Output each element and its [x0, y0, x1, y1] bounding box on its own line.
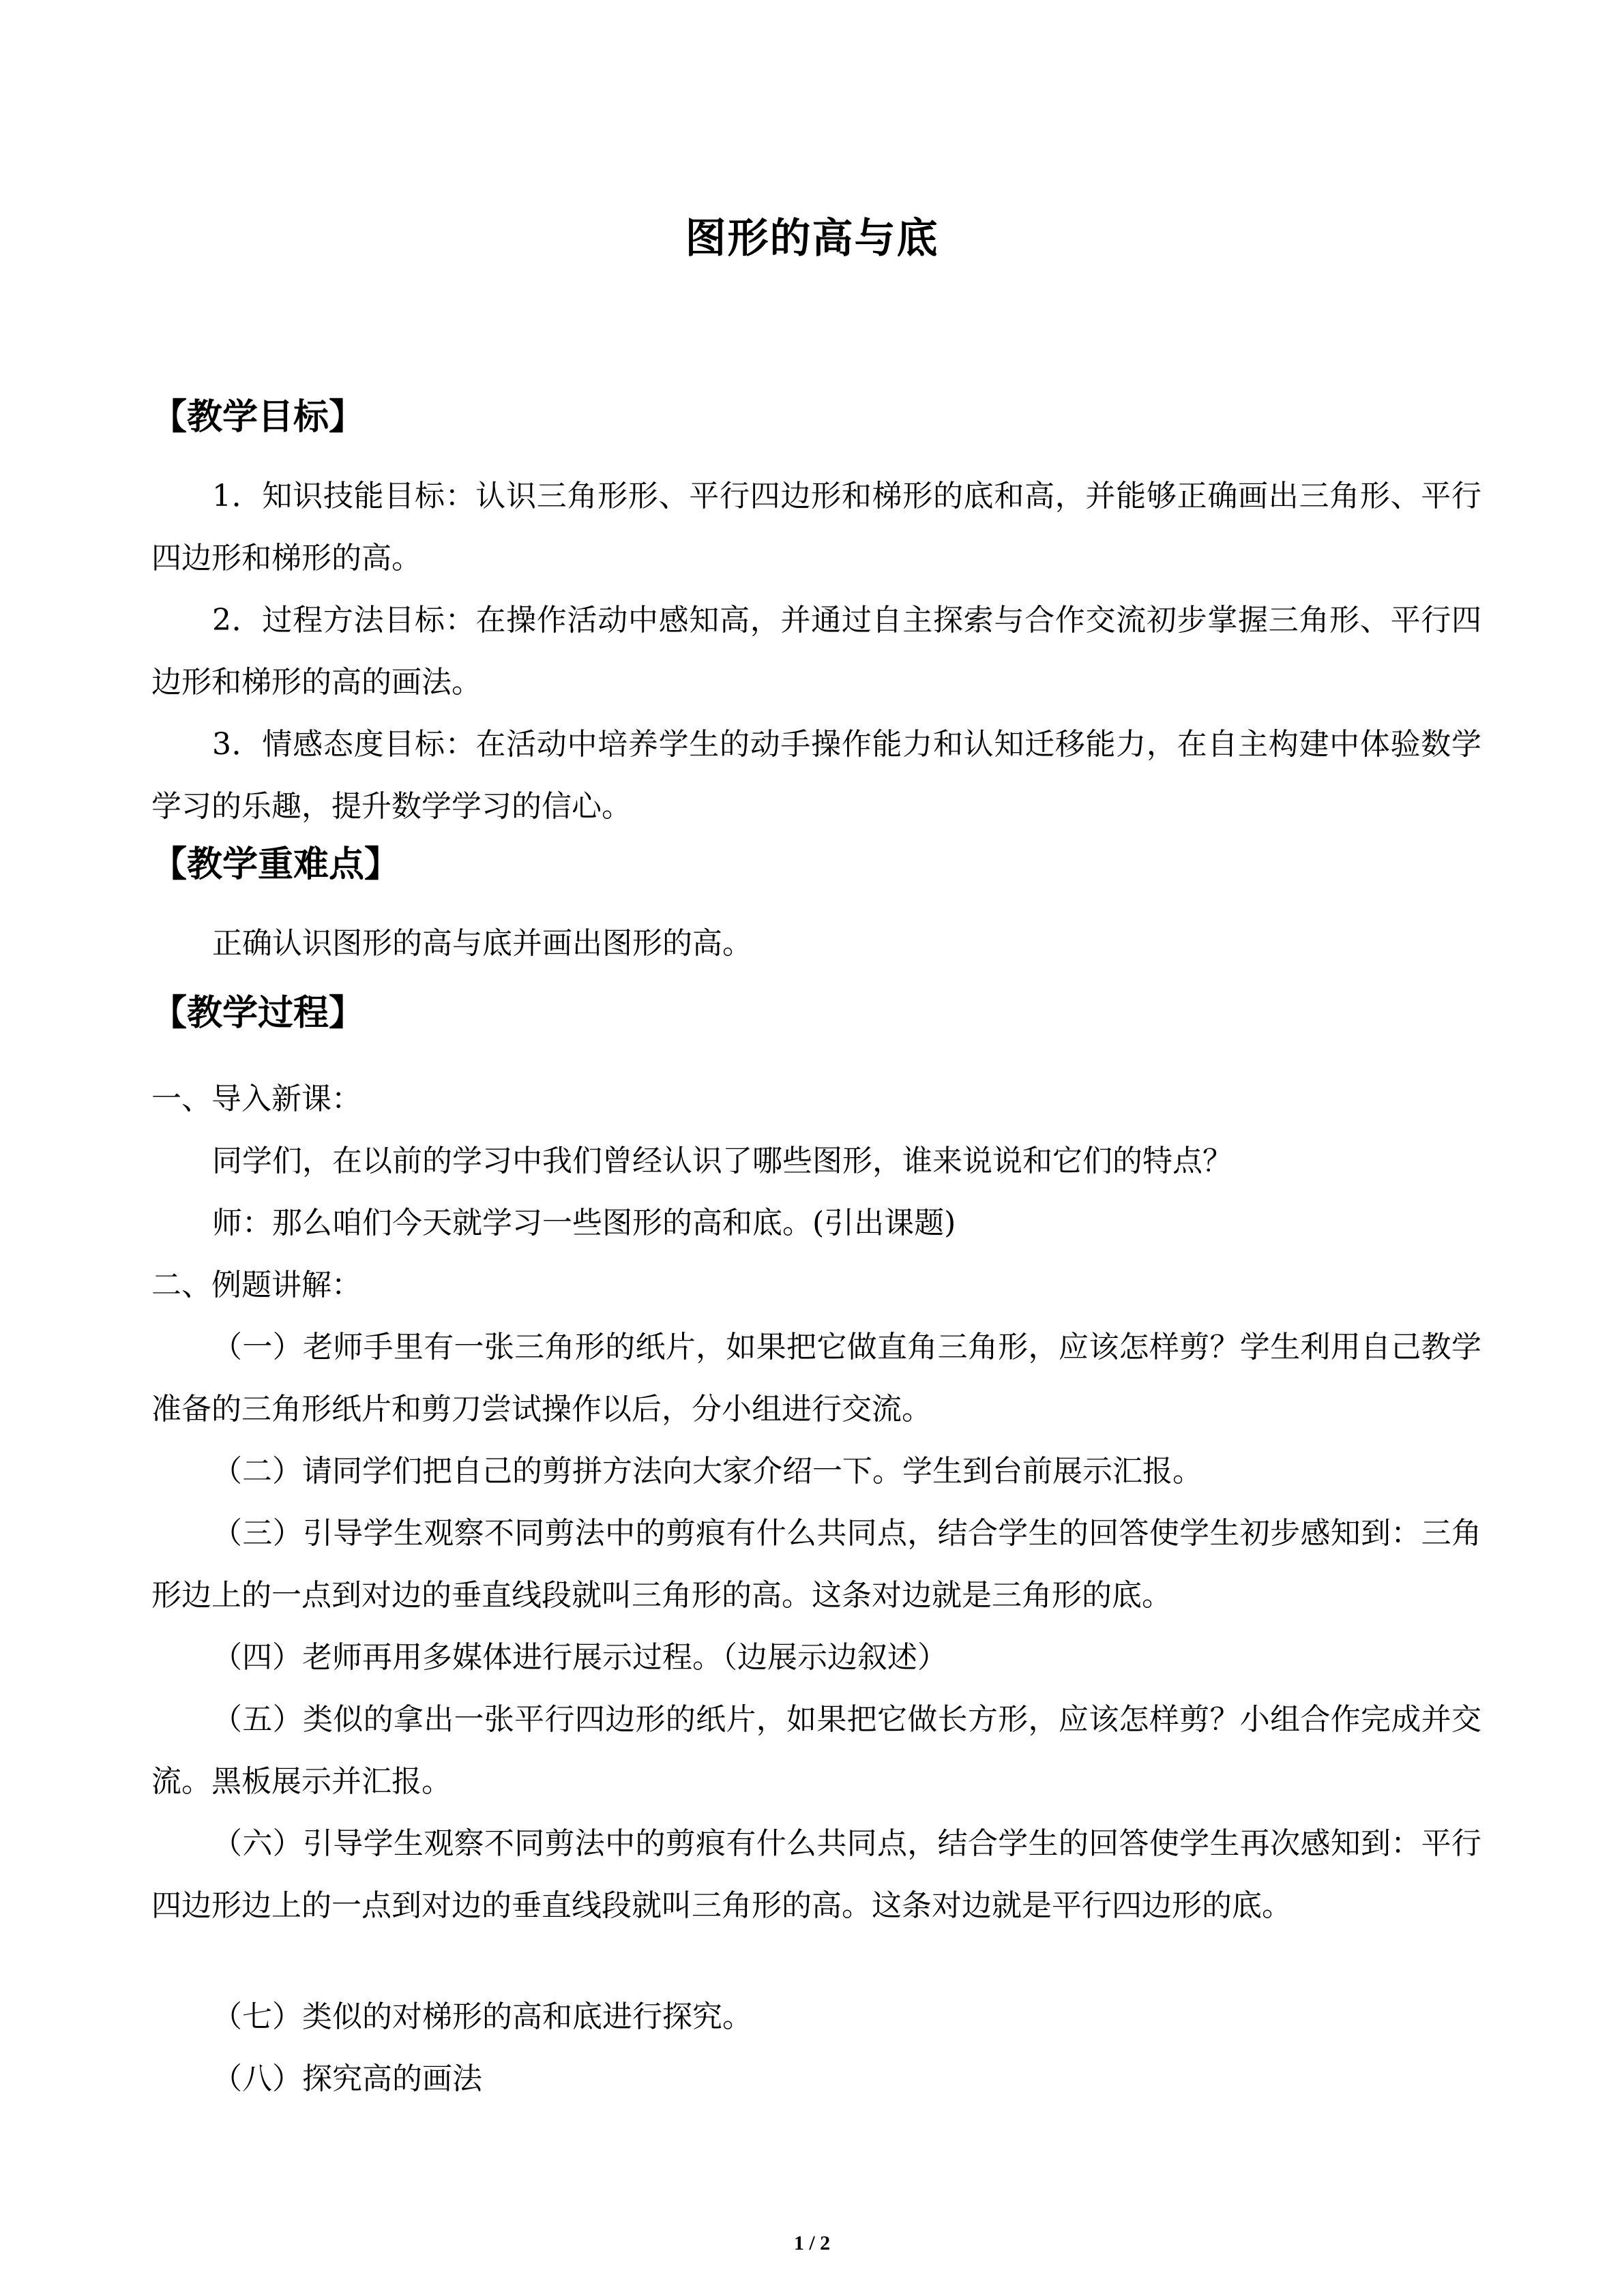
objective-item-1: 1．知识技能目标：认识三角形形、平行四边形和梯形的底和高，并能够正确画出三角形、平行四边形和梯形的高。 — [151, 479, 1481, 576]
objectives-heading: 【教学目标】 — [151, 397, 365, 438]
part2-title: 二、例题讲解： — [151, 1268, 361, 1302]
part1-line-2: 师：那么咱们今天就学习一些图形的高和底。(引出课题) — [212, 1206, 956, 1240]
objective-item-3: 3．情感态度目标：在活动中培养学生的动手操作能力和认知迁移能力，在自主构建中体验数学学习的乐趣，提升数学学习的信心。 — [151, 727, 1481, 824]
part2-item-4: （四）老师再用多媒体进行展示过程。（边展示边叙述） — [212, 1640, 947, 1675]
objective-item-2: 2．过程方法目标：在操作活动中感知高，并通过自主探索与合作交流初步掌握三角形、平行四边形和梯形的高的画法。 — [151, 603, 1481, 700]
process-heading: 【教学过程】 — [151, 993, 365, 1034]
part2-item-8: （八）探究高的画法 — [212, 2061, 482, 2096]
part2-item-6: （六）引导学生观察不同剪法中的剪痕有什么共同点，结合学生的回答使学生再次感知到：平行四边形边上的一点到对边的垂直线段就叫三角形的高。这条对边就是平行四边形的底。 — [151, 1826, 1481, 1923]
key-points-heading: 【教学重难点】 — [151, 844, 400, 885]
part2-item-7: （七）类似的对梯形的高和底进行探究。 — [212, 1999, 752, 2034]
part2-item-3: （三）引导学生观察不同剪法中的剪痕有什么共同点，结合学生的回答使学生初步感知到：三角形边上的一点到对边的垂直线段就叫三角形的高。这条对边就是三角形的底。 — [151, 1516, 1481, 1613]
key-points-text: 正确认识图形的高与底并画出图形的高。 — [212, 926, 752, 961]
part1-title: 一、导入新课： — [151, 1082, 361, 1116]
page-number: 1 / 2 — [793, 2232, 831, 2254]
page-title: 图形的高与底 — [685, 215, 939, 263]
part1-line-1: 同学们，在以前的学习中我们曾经认识了哪些图形，谁来说说和它们的特点？ — [212, 1144, 1232, 1178]
part2-item-2: （二）请同学们把自己的剪拼方法向大家介绍一下。学生到台前展示汇报。 — [212, 1454, 1202, 1489]
part2-item-5: （五）类似的拿出一张平行四边形的纸片，如果把它做长方形，应该怎样剪？小组合作完成并交流。黑板展示并汇报。 — [151, 1702, 1481, 1799]
part2-item-1: （一）老师手里有一张三角形的纸片，如果把它做直角三角形，应该怎样剪？学生利用自己教学准备的三角形纸片和剪刀尝试操作以后，分小组进行交流。 — [151, 1330, 1481, 1427]
